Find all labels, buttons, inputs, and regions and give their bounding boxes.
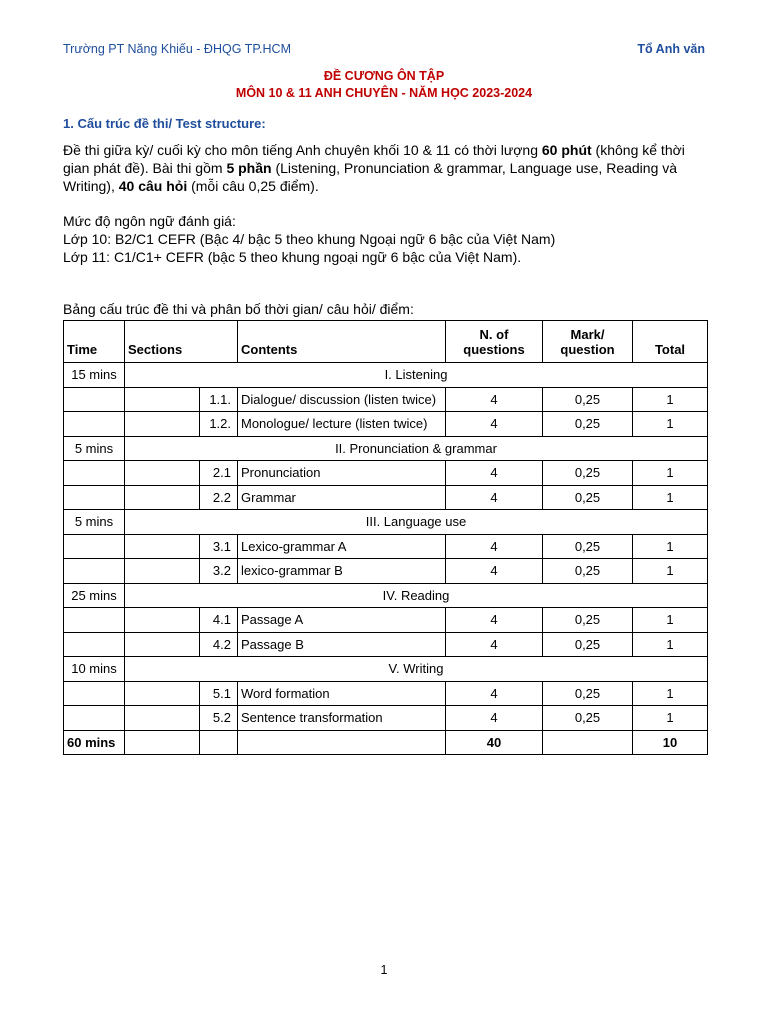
item-number: 2.2 xyxy=(200,485,238,510)
intro-parts: 5 phần xyxy=(226,160,272,177)
table-row xyxy=(64,559,708,584)
table-row xyxy=(64,534,708,559)
item-num-questions: 4 xyxy=(446,387,543,412)
item-number: 1.2. xyxy=(200,412,238,437)
item-num-questions: 4 xyxy=(446,534,543,559)
empty-time-cell xyxy=(64,632,125,657)
part-title-row xyxy=(64,436,708,461)
empty-section-cell xyxy=(125,534,200,559)
table-row xyxy=(64,608,708,633)
total-time: 60 mins xyxy=(64,730,125,755)
item-total: 1 xyxy=(633,608,708,633)
empty-time-cell xyxy=(64,461,125,486)
empty-section-cell xyxy=(125,387,200,412)
item-content: Sentence transformation xyxy=(238,706,446,731)
header-total: Total xyxy=(633,321,708,363)
header-mark-per-question xyxy=(543,321,633,363)
table-row xyxy=(64,681,708,706)
empty-section-cell xyxy=(125,706,200,731)
item-num-questions: 4 xyxy=(446,608,543,633)
document-title: ĐỀ CƯƠNG ÔN TẬP xyxy=(323,69,445,83)
item-content: Lexico-grammar A xyxy=(238,534,446,559)
item-total: 1 xyxy=(633,412,708,437)
item-content: Word formation xyxy=(238,681,446,706)
table-row xyxy=(64,412,708,437)
item-mark: 0,25 xyxy=(543,559,633,584)
item-number: 3.1 xyxy=(200,534,238,559)
level-grade-10: Lớp 10: B2/C1 CEFR (Bậc 4/ bậc 5 theo khung Ngoại ngữ 6 bậc của Việt Nam) xyxy=(63,231,556,248)
empty-section-cell xyxy=(125,485,200,510)
item-total: 1 xyxy=(633,632,708,657)
item-mark: 0,25 xyxy=(543,681,633,706)
part-title-row xyxy=(64,363,708,388)
item-content: Monologue/ lecture (listen twice) xyxy=(238,412,446,437)
item-total: 1 xyxy=(633,681,708,706)
empty-time-cell xyxy=(64,559,125,584)
part-title: II. Pronunciation & grammar xyxy=(125,436,708,461)
header-contents: Contents xyxy=(238,321,446,363)
item-mark: 0,25 xyxy=(543,706,633,731)
item-num-questions: 4 xyxy=(446,461,543,486)
item-number: 1.1. xyxy=(200,387,238,412)
empty-section-cell xyxy=(125,412,200,437)
table-header-row xyxy=(64,321,708,363)
item-mark: 0,25 xyxy=(543,412,633,437)
empty-time-cell xyxy=(64,608,125,633)
part-title: IV. Reading xyxy=(125,583,708,608)
item-mark: 0,25 xyxy=(543,387,633,412)
header-mark-l1: Mark/ xyxy=(570,327,605,342)
header-num-questions xyxy=(446,321,543,363)
item-content: Passage B xyxy=(238,632,446,657)
part-title-row xyxy=(64,657,708,682)
empty-time-cell xyxy=(64,485,125,510)
item-mark: 0,25 xyxy=(543,632,633,657)
empty-cell xyxy=(543,730,633,755)
part-time: 25 mins xyxy=(64,583,125,608)
intro-paragraph xyxy=(63,141,713,196)
document-subtitle: MÔN 10 & 11 ANH CHUYÊN - NĂM HỌC 2023-2024 xyxy=(235,86,533,100)
item-content: Pronunciation xyxy=(238,461,446,486)
header-num-questions-l1: N. of xyxy=(479,327,509,342)
empty-time-cell xyxy=(64,412,125,437)
part-time: 15 mins xyxy=(64,363,125,388)
item-total: 1 xyxy=(633,461,708,486)
item-content: Grammar xyxy=(238,485,446,510)
header-sections: Sections xyxy=(125,321,238,363)
totals-row xyxy=(64,730,708,755)
item-total: 1 xyxy=(633,485,708,510)
item-number: 4.2 xyxy=(200,632,238,657)
table-row xyxy=(64,461,708,486)
item-mark: 0,25 xyxy=(543,534,633,559)
total-score: 10 xyxy=(633,730,708,755)
part-time: 5 mins xyxy=(64,436,125,461)
department-name: Tổ Anh văn xyxy=(637,42,705,56)
item-content: lexico-grammar B xyxy=(238,559,446,584)
table-row xyxy=(64,387,708,412)
test-structure-table xyxy=(63,320,708,755)
header-num-questions-l2: questions xyxy=(463,342,525,357)
part-title-row xyxy=(64,583,708,608)
item-total: 1 xyxy=(633,706,708,731)
intro-text-1: Đề thi giữa kỳ/ cuối kỳ cho môn tiếng Anh chuyên khối 10 & 11 có thời lượng xyxy=(63,142,542,158)
table-caption: Bảng cấu trúc đề thi và phân bố thời gian/ câu hỏi/ điểm: xyxy=(63,301,414,317)
table-row xyxy=(64,485,708,510)
item-number: 2.1 xyxy=(200,461,238,486)
header-time: Time xyxy=(64,321,125,363)
empty-time-cell xyxy=(64,681,125,706)
empty-section-cell xyxy=(125,681,200,706)
item-mark: 0,25 xyxy=(543,485,633,510)
item-num-questions: 4 xyxy=(446,681,543,706)
intro-questions: 40 câu hỏi xyxy=(118,178,188,195)
item-total: 1 xyxy=(633,387,708,412)
item-total: 1 xyxy=(633,559,708,584)
part-time: 10 mins xyxy=(64,657,125,682)
intro-text-2: (không kể thời gian phát đề). Bài thi gồm xyxy=(63,142,685,177)
part-title: V. Writing xyxy=(125,657,708,682)
school-name: Trường PT Năng Khiếu - ĐHQG TP.HCM xyxy=(63,42,291,56)
part-title: III. Language use xyxy=(125,510,708,535)
item-number: 5.2 xyxy=(200,706,238,731)
item-num-questions: 4 xyxy=(446,706,543,731)
table-row xyxy=(64,632,708,657)
empty-cell xyxy=(238,730,446,755)
item-num-questions: 4 xyxy=(446,559,543,584)
empty-time-cell xyxy=(64,534,125,559)
part-title-row xyxy=(64,510,708,535)
part-title: I. Listening xyxy=(125,363,708,388)
item-num-questions: 4 xyxy=(446,485,543,510)
header-mark-l2: question xyxy=(560,342,615,357)
level-paragraph xyxy=(63,212,713,267)
empty-cell xyxy=(125,730,200,755)
item-number: 4.1 xyxy=(200,608,238,633)
intro-text-4: (mỗi câu 0,25 điểm). xyxy=(187,178,319,195)
intro-text-3: (Listening, Pronunciation & grammar, Language use, Reading và Writing), xyxy=(63,160,678,195)
page-number: 1 xyxy=(380,963,388,977)
item-mark: 0,25 xyxy=(543,608,633,633)
item-number: 3.2 xyxy=(200,559,238,584)
intro-duration: 60 phút xyxy=(541,142,592,158)
item-number: 5.1 xyxy=(200,681,238,706)
empty-cell xyxy=(200,730,238,755)
item-content: Dialogue/ discussion (listen twice) xyxy=(238,387,446,412)
table-row xyxy=(64,706,708,731)
part-time: 5 mins xyxy=(64,510,125,535)
level-grade-11: Lớp 11: C1/C1+ CEFR (bậc 5 theo khung ngoại ngữ 6 bậc của Việt Nam). xyxy=(63,249,522,266)
item-num-questions: 4 xyxy=(446,412,543,437)
item-num-questions: 4 xyxy=(446,632,543,657)
total-questions: 40 xyxy=(446,730,543,755)
level-label: Mức độ ngôn ngữ đánh giá: xyxy=(63,213,236,229)
empty-time-cell xyxy=(64,706,125,731)
empty-section-cell xyxy=(125,632,200,657)
empty-section-cell xyxy=(125,461,200,486)
item-total: 1 xyxy=(633,534,708,559)
item-content: Passage A xyxy=(238,608,446,633)
item-mark: 0,25 xyxy=(543,461,633,486)
empty-section-cell xyxy=(125,608,200,633)
empty-section-cell xyxy=(125,559,200,584)
empty-time-cell xyxy=(64,387,125,412)
section-heading: 1. Cấu trúc đề thi/ Test structure: xyxy=(63,116,266,131)
